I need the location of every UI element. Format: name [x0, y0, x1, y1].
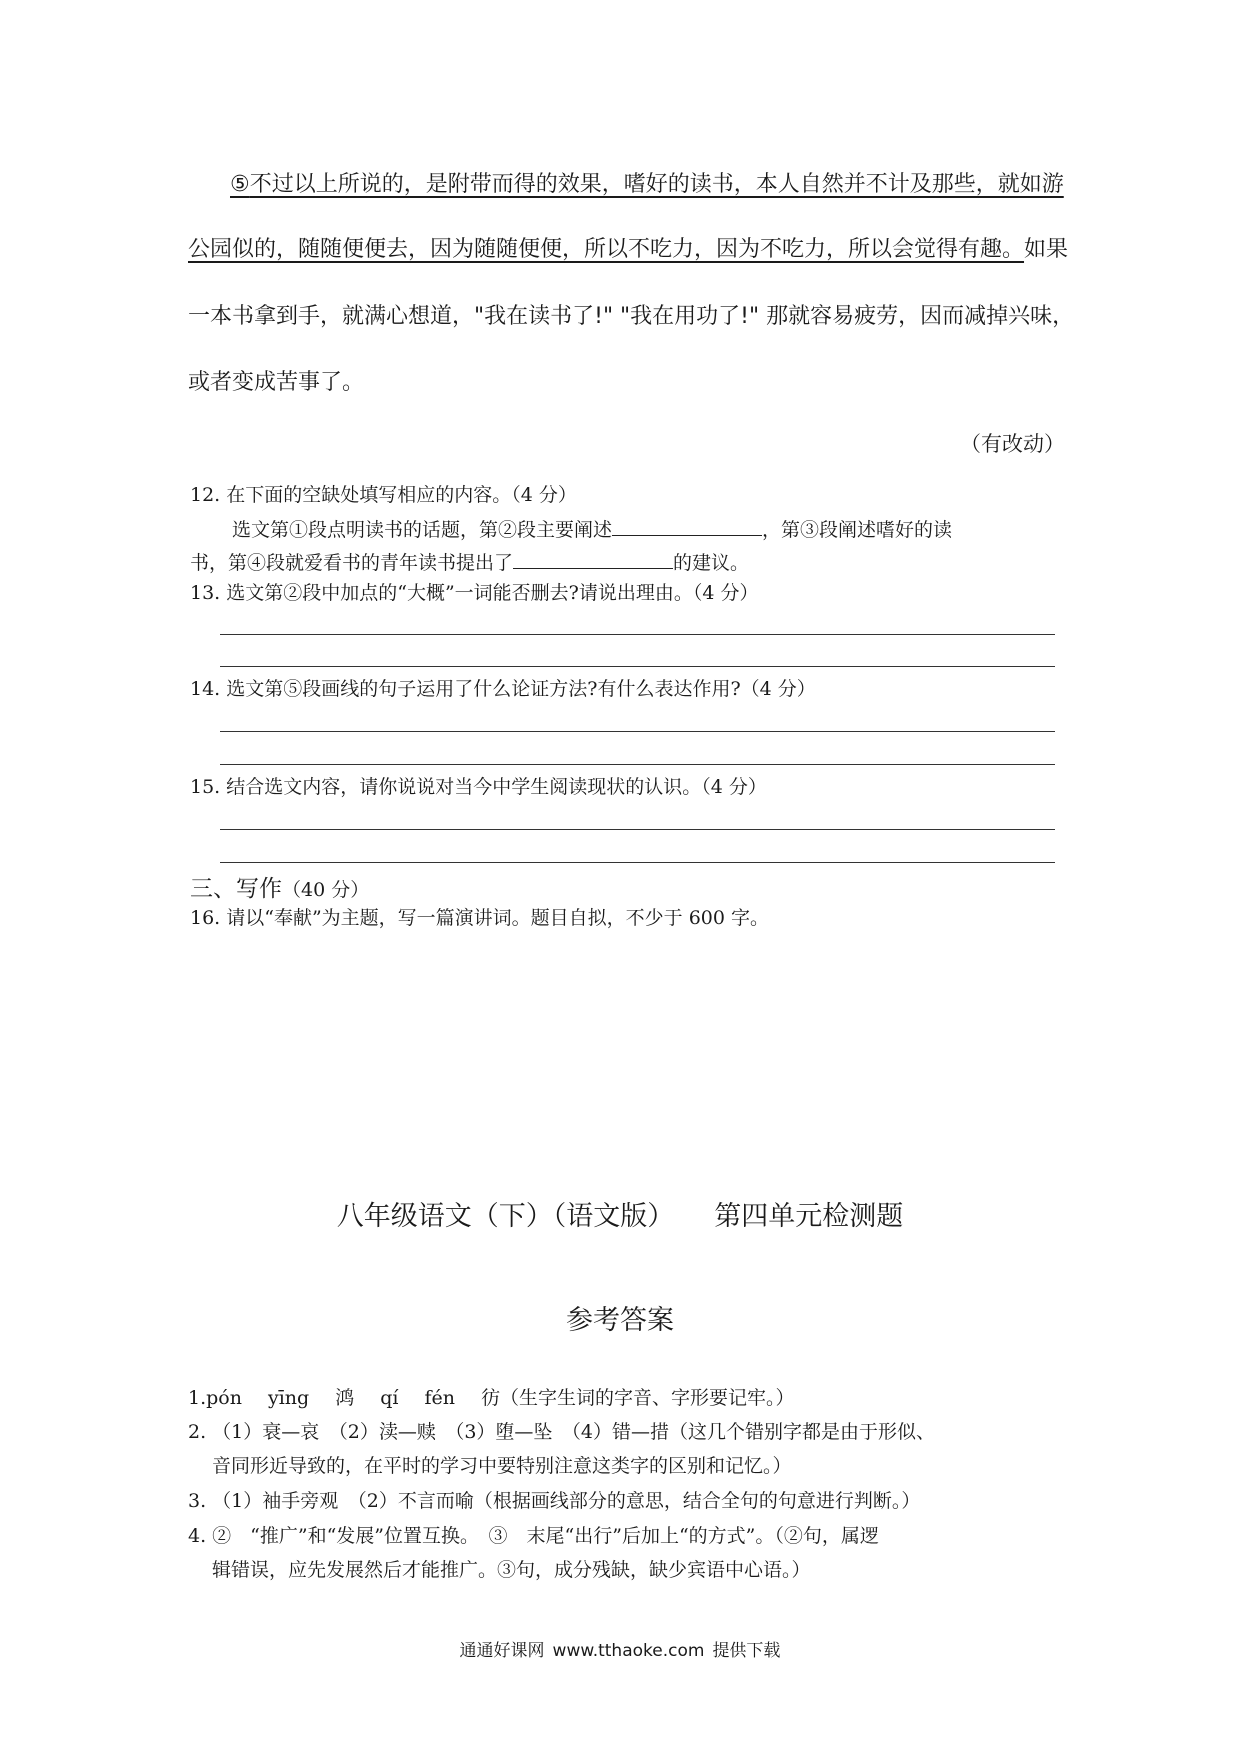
- question-15-prompt: 15. 结合选文内容，请你说说对当今中学生阅读现状的认识。（4 分）: [190, 776, 767, 798]
- footer-suffix: 提供下载: [712, 1641, 781, 1661]
- question-12-prompt: 12. 在下面的空缺处填写相应的内容。（4 分）: [190, 484, 577, 506]
- answer-note: （生字生词的字音、字形要记牢。）: [500, 1387, 795, 1409]
- answer-2-line-2: 音同形近导致的，在平时的学习中要特别注意这类字的区别和记忆。）: [212, 1455, 792, 1477]
- passage-line-2: [188, 235, 1068, 265]
- question-12-text: 选文第①段点明读书的话题，第②段主要阐述: [232, 519, 613, 541]
- answer-item: 鸿: [335, 1387, 355, 1409]
- answer-item: fén: [424, 1387, 455, 1409]
- question-12-line-2: [190, 548, 749, 576]
- source-note: （有改动）: [960, 432, 1065, 456]
- answer-line[interactable]: [220, 634, 1055, 635]
- answer-line[interactable]: [220, 764, 1055, 765]
- answer-key-title: [0, 1194, 1240, 1233]
- question-13-prompt: 13. 选文第②段中加点的“大概”一词能否删去?请说出理由。（4 分）: [190, 582, 759, 604]
- answer-2-line-1: 2. （1）衰—哀 （2）渎—赎 （3）堕—坠 （4）错—措（这几个错别字都是由于形似、: [188, 1421, 936, 1443]
- section-points: （40 分）: [282, 879, 370, 901]
- passage-line-1: [230, 170, 1064, 200]
- answer-key-subtitle: 参考答案: [566, 1305, 674, 1336]
- answer-1: [188, 1385, 795, 1411]
- footer-site-name: 通通好课网: [459, 1641, 545, 1661]
- question-12-line-1: [232, 515, 952, 543]
- title-main: 八年级语文（下）（语文版）: [336, 1201, 675, 1232]
- answer-3-line-1: 3. （1）袖手旁观 （2）不言而喻（根据画线部分的意思，结合全句的句意进行判断。）: [188, 1490, 921, 1512]
- answer-line[interactable]: [220, 862, 1055, 863]
- answer-number: 1.: [188, 1387, 207, 1409]
- passage-marker: ⑤: [230, 172, 250, 197]
- answer-item: 彷: [480, 1387, 500, 1409]
- answer-item: yīng: [267, 1387, 310, 1409]
- answer-4-line-2: 辑错误，应先发展然后才能推广。③句，成分残缺，缺少宾语中心语。）: [212, 1559, 811, 1581]
- answer-item: pón: [206, 1387, 242, 1409]
- footer-url[interactable]: www.tthaoke.com: [552, 1641, 705, 1661]
- answer-blank-1[interactable]: [612, 515, 762, 536]
- answer-line[interactable]: [220, 829, 1055, 830]
- passage-line-3: 一本书拿到手，就满心想道，"我在读书了!" "我在用功了!" 那就容易疲劳，因而减掉兴味，: [188, 304, 1075, 329]
- section-3-heading: [190, 870, 369, 903]
- passage-text: 如果: [1024, 237, 1069, 262]
- passage-line-4: 或者变成苦事了。: [188, 370, 365, 395]
- passage-underlined-text: 不过以上所说的，是附带而得的效果，嗜好的读书，本人自然并不计及那些，就如游: [249, 172, 1064, 197]
- question-12-text: ，第③段阐述嗜好的读: [762, 519, 953, 541]
- answer-blank-2[interactable]: [513, 548, 673, 569]
- question-12-text: 书，第④段就爱看书的青年读书提出了: [190, 552, 514, 574]
- answer-4-line-1: 4. ② “推广”和“发展”位置互换。 ③ 末尾“出行”后加上“的方式”。（②句，属逻: [188, 1525, 879, 1547]
- answer-line[interactable]: [220, 731, 1055, 732]
- footer: [0, 1636, 1240, 1661]
- section-heading-text: 三、写作: [190, 876, 282, 902]
- question-14-prompt: 14. 选文第⑤段画线的句子运用了什么论证方法?有什么表达作用?（4 分）: [190, 678, 816, 700]
- answer-line[interactable]: [220, 666, 1055, 667]
- question-16-prompt: 16. 请以“奉献”为主题，写一篇演讲词。题目自拟，不少于 600 字。: [190, 907, 770, 929]
- passage-underlined-text: 公园似的，随随便便去，因为随随便便，所以不吃力，因为不吃力，所以会觉得有趣。: [188, 237, 1025, 262]
- answer-item: qí: [380, 1387, 399, 1409]
- question-12-text: 的建议。: [673, 552, 750, 574]
- title-unit: 第四单元检测题: [714, 1201, 904, 1232]
